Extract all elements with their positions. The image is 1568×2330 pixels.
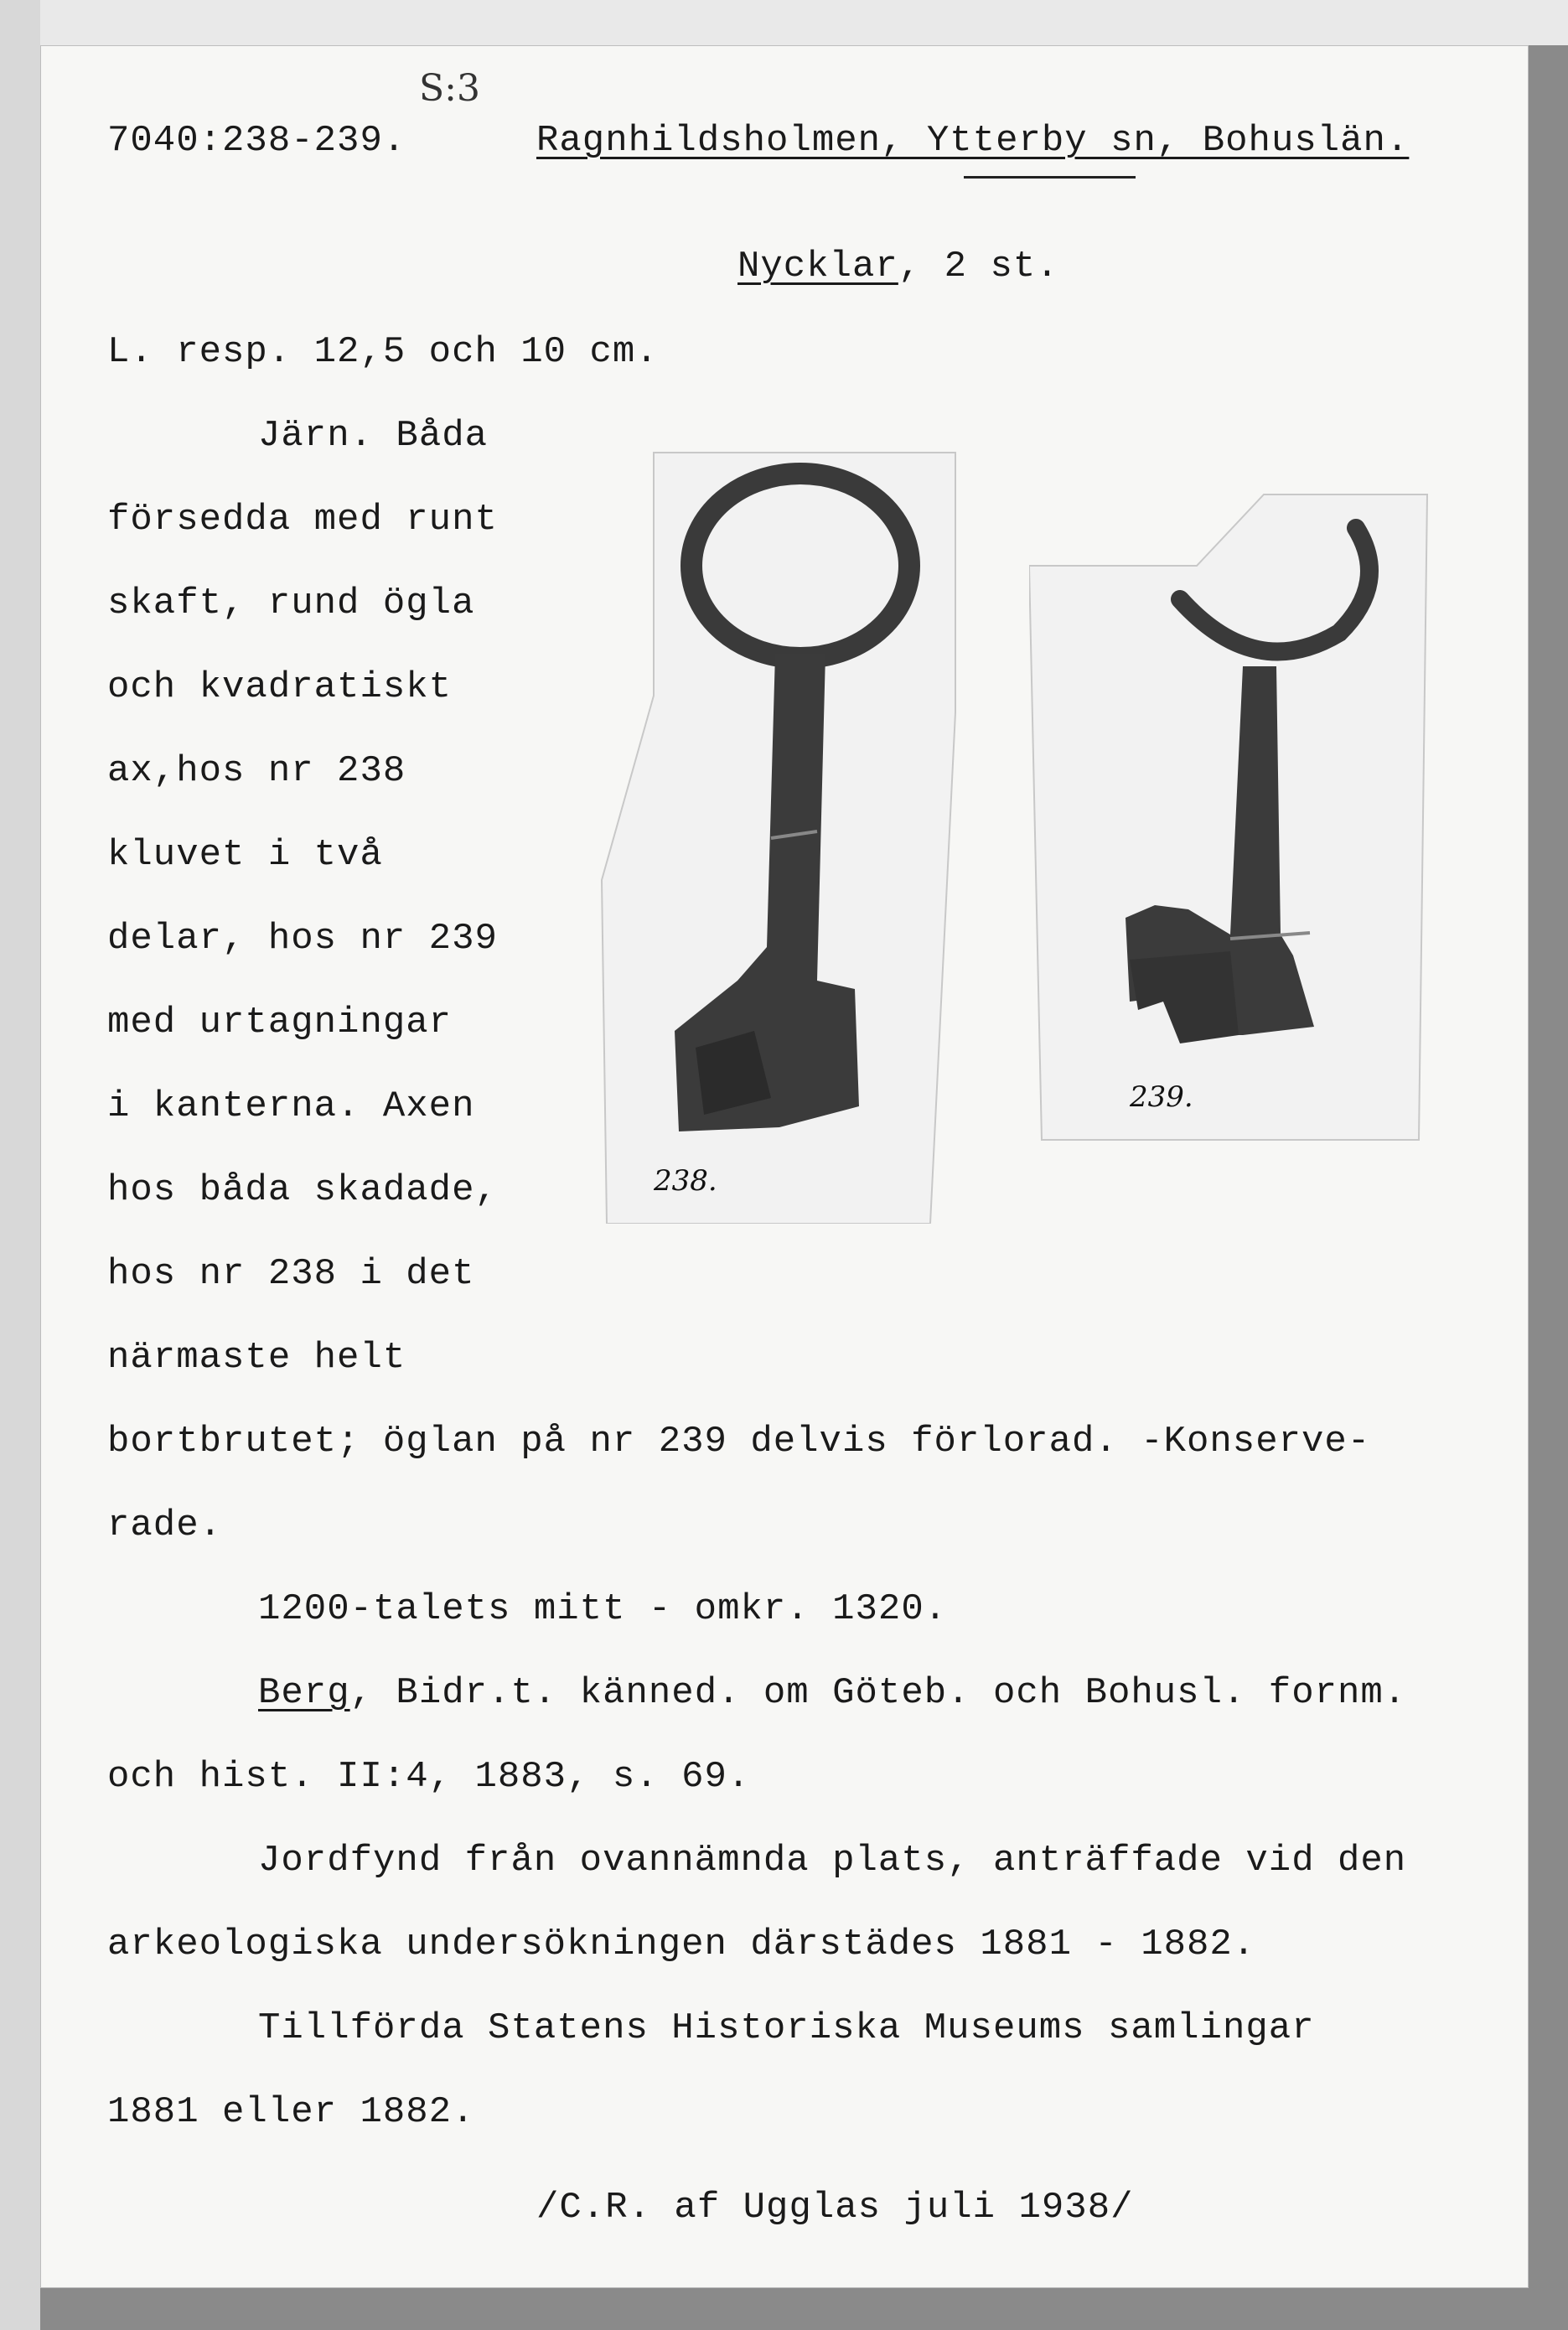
- place-underline-mark: [964, 176, 1136, 179]
- desc-line-3: försedda med runt: [107, 499, 498, 541]
- desc-line-14: bortbrutet; öglan på nr 239 delvis förlorad. -Konserve-: [107, 1421, 1371, 1463]
- desc-line-2: Järn. Båda: [258, 415, 489, 457]
- object-count: , 2 st.: [898, 246, 1059, 287]
- find-line-2: arkeologiska undersökningen därstädes 1881 - 1882.: [107, 1924, 1256, 1965]
- scan-background-top: [0, 0, 1568, 45]
- desc-line-1: L. resp. 12,5 och 10 cm.: [107, 331, 659, 373]
- desc-line-6: ax,hos nr 238: [107, 750, 406, 792]
- dating-line: 1200-talets mitt - omkr. 1320.: [258, 1588, 948, 1630]
- object-title: [737, 245, 1059, 288]
- photo-label-239: 239.: [1130, 1080, 1193, 1114]
- desc-line-11: hos båda skadade,: [107, 1169, 498, 1211]
- desc-line-5: och kvadratiskt: [107, 666, 453, 708]
- reference-line-2: och hist. II:4, 1883, s. 69.: [107, 1756, 751, 1798]
- find-place: Ragnhildsholmen, Ytterby sn, Bohuslän.: [536, 120, 1410, 162]
- catalog-number: 7040:238-239.: [107, 120, 406, 162]
- archive-mark: S:3: [419, 67, 480, 110]
- desc-line-9: med urtagningar: [107, 1002, 453, 1043]
- photo-label-238: 238.: [654, 1164, 717, 1198]
- desc-line-13: närmaste helt: [107, 1337, 406, 1379]
- signature: /C.R. af Ugglas juli 1938/: [536, 2187, 1134, 2229]
- photo-key-238: [595, 444, 964, 1224]
- reference-author: Berg: [258, 1672, 350, 1714]
- desc-line-12: hos nr 238 i det: [107, 1253, 475, 1295]
- reference-line-1: [258, 1671, 1406, 1715]
- desc-line-8: delar, hos nr 239: [107, 918, 498, 960]
- transfer-line-2: 1881 eller 1882.: [107, 2091, 475, 2133]
- reference-title: , Bidr.t. känned. om Göteb. och Bohusl. fornm.: [349, 1672, 1407, 1714]
- desc-line-15: rade.: [107, 1504, 223, 1546]
- desc-line-10: i kanterna. Axen: [107, 1085, 475, 1127]
- photo-key-239: [1029, 490, 1431, 1144]
- find-line-1: Jordfynd från ovannämnda plats, anträffade vid den: [258, 1840, 1407, 1882]
- transfer-line-1: Tillförda Statens Historiska Museums samlingar: [258, 2007, 1315, 2049]
- scan-background-left: [0, 0, 40, 2330]
- desc-line-4: skaft, rund ögla: [107, 582, 475, 624]
- desc-line-7: kluvet i två: [107, 834, 383, 876]
- object-name: Nycklar: [737, 246, 898, 287]
